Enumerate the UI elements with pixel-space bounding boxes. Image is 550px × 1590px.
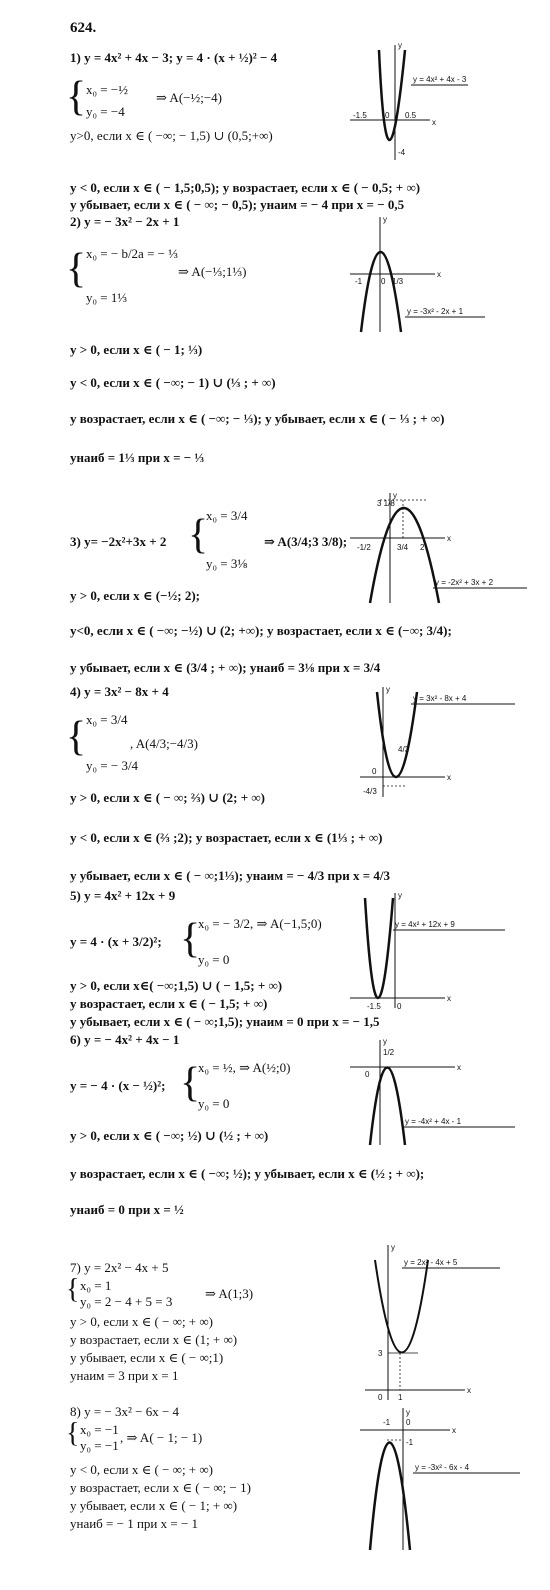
part-2-line-6: y < 0, если x ∈ ( −∞; − 1) ∪ (⅓ ; + ∞) bbox=[70, 375, 276, 390]
part-7-tick-c: 1 bbox=[398, 1393, 403, 1402]
part-5-tick-a: -1.5 bbox=[367, 1002, 381, 1011]
part-6-line-6: y возрастает, если x ∈ ( −∞; ½); y убывает, если x ∈ (½ ; + ∞); bbox=[70, 1166, 425, 1181]
part-1-line-1: 1) y = 4x² + 4x − 3; y = 4 · (x + ½)² − 4 bbox=[70, 50, 278, 65]
part-7-line-8: yнаим = 3 при x = 1 bbox=[70, 1368, 179, 1383]
part-5-line-5: y > 0, если x∈( −∞;1,5) ∪ ( − 1,5; + ∞) bbox=[70, 978, 283, 993]
part-8-tick-a: -1 bbox=[383, 1418, 391, 1427]
part-5-y0: y₀ = 0 bbox=[198, 952, 230, 967]
part-2-line-5: y > 0, если x ∈ ( − 1; ⅓) bbox=[70, 342, 203, 357]
part-8-graph bbox=[355, 1405, 525, 1555]
part-4-graph bbox=[355, 682, 520, 802]
part-7-graph-formula: y = 2x² - 4x + 5 bbox=[404, 1258, 458, 1267]
part-5-line-2: y = 4 · (x + 3/2)²; bbox=[70, 934, 162, 949]
part-3-axis-x: x bbox=[447, 534, 451, 543]
part-2-axis-y: y bbox=[383, 215, 387, 224]
part-2-line-7: y возрастает, если x ∈ ( −∞; − ⅓); y убывает, если x ∈ ( − ⅓ ; + ∞) bbox=[70, 411, 445, 426]
part-3-line-5: y > 0, если x ∈ (−½; 2); bbox=[70, 588, 200, 603]
part-4-axis-x: x bbox=[447, 773, 451, 782]
part-3-line-1: 3) y= −2x²+3x + 2 bbox=[70, 534, 167, 549]
part-5-x0: x₀ = − 3/2, ⇒ A(−1,5;0) bbox=[198, 916, 322, 931]
part-5-line-1: 5) y = 4x² + 12x + 9 bbox=[70, 888, 176, 903]
part-1-line-6: y < 0, если x ∈ ( − 1,5;0,5); y возрастает, если x ∈ ( − 0,5; + ∞) bbox=[70, 180, 421, 195]
part-1-axis-x: x bbox=[432, 118, 436, 127]
part-6-line-5: y > 0, если x ∈ ( −∞; ½) ∪ (½ ; + ∞) bbox=[70, 1128, 269, 1143]
part-4-y0: y₀ = − 3/4 bbox=[86, 758, 139, 773]
part-3-tick-a: 3 1/8 bbox=[377, 499, 395, 508]
part-3-graph-formula: y = -2x² + 3x + 2 bbox=[435, 578, 494, 587]
part-2-graph-formula: y = -3x² - 2x + 1 bbox=[407, 307, 464, 316]
part-6-graph bbox=[345, 1035, 520, 1150]
part-7-axis-y: y bbox=[391, 1243, 395, 1252]
part-5-system-brace: { bbox=[180, 916, 201, 962]
part-1-tick-b: 0 bbox=[385, 111, 390, 120]
part-5-line-6: y возрастает, если x ∈ ( − 1,5; + ∞) bbox=[70, 996, 268, 1011]
part-4-tick-b: 0 bbox=[372, 767, 377, 776]
part-1-x0: x₀ = −½ bbox=[86, 82, 128, 97]
part-7-vertex: ⇒ A(1;3) bbox=[205, 1286, 254, 1301]
part-4-vertex: , A(4/3;−4/3) bbox=[130, 736, 198, 751]
part-7-tick-a: 3 bbox=[378, 1349, 383, 1358]
part-2-line-1: 2) y = − 3x² − 2x + 1 bbox=[70, 214, 180, 229]
part-4-tick-c: -4/3 bbox=[363, 787, 377, 796]
part-8-y0: y₀ = −1 bbox=[80, 1438, 119, 1453]
part-5-graph-formula: y = 4x² + 12x + 9 bbox=[395, 920, 455, 929]
part-8-line-5: y < 0, если x ∈ ( − ∞; + ∞) bbox=[70, 1462, 213, 1477]
part-8-vertex: , ⇒ A( − 1; − 1) bbox=[120, 1430, 203, 1445]
part-4-graph-formula: y = 3x² - 8x + 4 bbox=[413, 694, 467, 703]
part-8-line-6: y возрастает, если x ∈ ( − ∞; − 1) bbox=[70, 1480, 251, 1495]
part-8-tick-b: 0 bbox=[406, 1418, 411, 1427]
part-1-vertex: ⇒ A(−½;−4) bbox=[156, 90, 222, 105]
part-6-y0: y₀ = 0 bbox=[198, 1096, 230, 1111]
part-2-tick-a: -1 bbox=[355, 277, 363, 286]
part-3-axis-y: y bbox=[393, 491, 397, 500]
part-7-line-6: y возрастает, если x ∈ (1; + ∞) bbox=[70, 1332, 238, 1347]
part-7-axis-x: x bbox=[467, 1386, 471, 1395]
part-4-line-1: 4) y = 3x² − 8x + 4 bbox=[70, 684, 169, 699]
part-6-line-2: y = − 4 · (x − ½)²; bbox=[70, 1078, 166, 1093]
part-6-axis-x: x bbox=[457, 1063, 461, 1072]
part-4-tick-a: 4/3 bbox=[398, 745, 410, 754]
part-3-x0: x₀ = 3/4 bbox=[206, 508, 248, 523]
part-3-graph bbox=[345, 488, 530, 608]
part-5-axis-x: x bbox=[447, 994, 451, 1003]
part-5-tick-b: 0 bbox=[397, 1002, 402, 1011]
part-4-line-6: y < 0, если x ∈ (⅔ ;2); y возрастает, если x ∈ (1⅓ ; + ∞) bbox=[70, 830, 383, 845]
part-8-axis-x: x bbox=[452, 1426, 456, 1435]
part-7-system-brace: { bbox=[66, 1274, 80, 1305]
part-8-x0: x₀ = −1 bbox=[80, 1422, 119, 1437]
part-2-graph bbox=[345, 212, 490, 337]
part-6-line-7: yнаиб = 0 при x = ½ bbox=[70, 1202, 184, 1217]
part-2-tick-b: 0 bbox=[381, 277, 386, 286]
part-4-line-5: y > 0, если x ∈ ( − ∞; ⅔) ∪ (2; + ∞) bbox=[70, 790, 265, 805]
part-1-y0: y₀ = −4 bbox=[86, 104, 125, 119]
part-1-graph bbox=[345, 40, 475, 165]
part-7-graph bbox=[360, 1240, 515, 1405]
part-1-axis-y: y bbox=[398, 41, 402, 50]
part-6-system-brace: { bbox=[180, 1060, 201, 1106]
part-6-tick-b: 0 bbox=[365, 1070, 370, 1079]
part-6-x0: x₀ = ½, ⇒ A(½;0) bbox=[198, 1060, 291, 1075]
part-3-tick-d: 2 bbox=[420, 543, 425, 552]
part-4-system-brace: { bbox=[66, 714, 87, 760]
part-7-tick-b: 0 bbox=[378, 1393, 383, 1402]
part-1-system-brace: { bbox=[66, 74, 87, 120]
part-6-graph-formula: y = -4x² + 4x - 1 bbox=[405, 1117, 462, 1126]
part-1-tick-d: -4 bbox=[398, 148, 406, 157]
part-7-line-5: y > 0, если x ∈ ( − ∞; + ∞) bbox=[70, 1314, 213, 1329]
part-1-tick-a: -1.5 bbox=[353, 111, 367, 120]
part-8-graph-formula: y = -3x² - 6x - 4 bbox=[415, 1463, 470, 1472]
part-3-line-6: y<0, если x ∈ ( −∞; −½) ∪ (2; +∞); y возрастает, если x ∈ (−∞; 3/4); bbox=[70, 623, 452, 638]
part-3-tick-c: 3/4 bbox=[397, 543, 409, 552]
part-2-axis-x: x bbox=[437, 270, 441, 279]
part-8-line-1: 8) y = − 3x² − 6x − 4 bbox=[70, 1404, 180, 1419]
part-2-system-brace: { bbox=[66, 246, 87, 292]
part-3-tick-b: -1/2 bbox=[357, 543, 371, 552]
part-7-y0: y₀ = 2 − 4 + 5 = 3 bbox=[80, 1294, 173, 1309]
part-1-line-7: y убывает, если x ∈ ( − ∞; − 0,5); yнаим = − 4 при x = − 0,5 bbox=[70, 197, 405, 212]
part-2-vertex: ⇒ A(−⅓;1⅓) bbox=[178, 264, 247, 279]
part-6-line-1: 6) y = − 4x² + 4x − 1 bbox=[70, 1032, 180, 1047]
part-8-system-brace: { bbox=[66, 1418, 80, 1449]
problem-number: 624. bbox=[70, 20, 97, 36]
part-2-x0: x₀ = − b/2a = − ⅓ bbox=[86, 246, 178, 261]
part-8-axis-y: y bbox=[406, 1408, 410, 1417]
part-1-line-5: y>0, если x ∈ ( −∞; − 1,5) ∪ (0,5;+∞) bbox=[70, 128, 273, 143]
part-7-line-7: y убывает, если x ∈ ( − ∞;1) bbox=[70, 1350, 224, 1365]
part-8-line-8: yнаиб = − 1 при x = − 1 bbox=[70, 1516, 199, 1531]
part-5-line-7: y убывает, если x ∈ ( − ∞;1,5); yнаим = 0 при x = − 1,5 bbox=[70, 1014, 380, 1029]
part-8-line-7: y убывает, если x ∈ ( − 1; + ∞) bbox=[70, 1498, 238, 1513]
part-7-x0: x₀ = 1 bbox=[80, 1278, 112, 1293]
part-4-axis-y: y bbox=[386, 685, 390, 694]
part-3-system-brace: { bbox=[188, 512, 209, 558]
part-2-line-8: yнаиб = 1⅓ при x = − ⅓ bbox=[70, 450, 205, 465]
part-2-y0: y₀ = 1⅓ bbox=[86, 290, 128, 305]
part-1-tick-c: 0.5 bbox=[405, 111, 417, 120]
part-6-axis-y: y bbox=[383, 1037, 387, 1046]
part-5-graph bbox=[345, 888, 510, 1013]
part-2-tick-c: 1/3 bbox=[392, 277, 404, 286]
part-4-x0: x₀ = 3/4 bbox=[86, 712, 128, 727]
part-1-graph-formula: y = 4x² + 4x - 3 bbox=[413, 75, 467, 84]
part-4-line-7: y убывает, если x ∈ ( − ∞;1⅓); yнаим = − 4/3 при x = 4/3 bbox=[70, 868, 391, 883]
part-6-tick-a: 1/2 bbox=[383, 1048, 395, 1057]
part-7-line-1: 7) y = 2x² − 4x + 5 bbox=[70, 1260, 169, 1275]
part-3-line-7: y убывает, если x ∈ (3/4 ; + ∞); yнаиб = 3⅛ при x = 3/4 bbox=[70, 660, 381, 675]
part-8-tick-c: -1 bbox=[406, 1438, 414, 1447]
part-3-vertex: ⇒ A(3/4;3 3/8); bbox=[264, 534, 348, 549]
part-3-y0: y₀ = 3⅛ bbox=[206, 556, 248, 571]
part-5-axis-y: y bbox=[398, 891, 402, 900]
